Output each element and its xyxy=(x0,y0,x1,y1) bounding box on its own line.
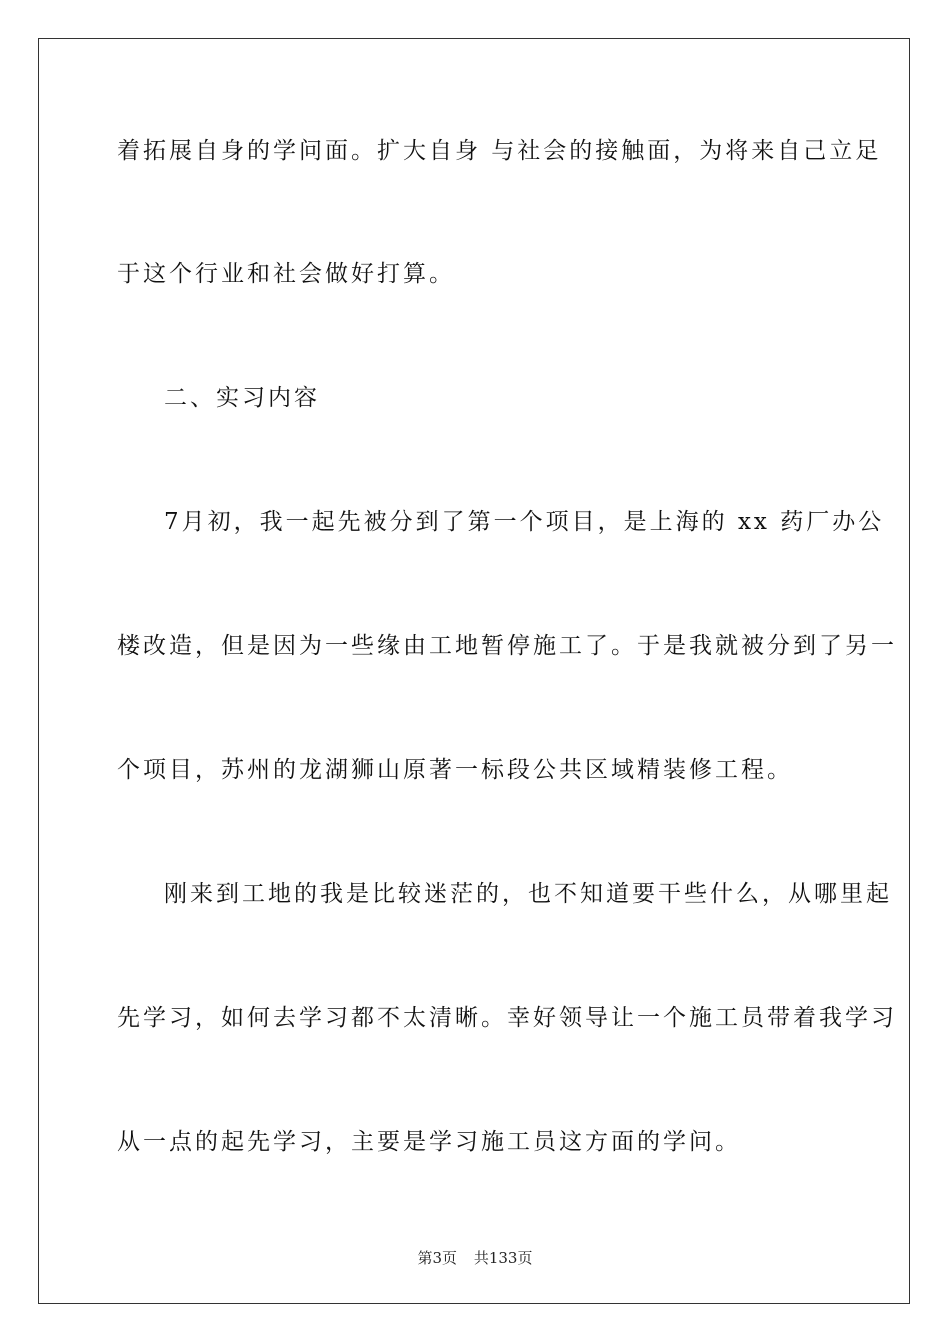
section-heading: 二、实习内容 xyxy=(164,385,320,411)
text-line: 楼改造，但是因为一些缘由工地暂停施工了。于是我就被分到了另一 xyxy=(117,633,897,659)
page-total: 共133页 xyxy=(473,1249,533,1267)
page-number: 第3页 xyxy=(417,1249,458,1267)
page-frame xyxy=(38,38,910,1304)
text-line: 从一点的起先学习，主要是学习施工员这方面的学问。 xyxy=(117,1129,741,1155)
page-footer xyxy=(0,1248,950,1268)
text-line: 着拓展自身的学问面。扩大自身 与社会的接触面，为将来自己立足 xyxy=(117,138,882,164)
text-line: 先学习，如何去学习都不太清晰。幸好领导让一个施工员带着我学习 xyxy=(117,1005,897,1031)
text-line: 于这个行业和社会做好打算。 xyxy=(117,261,455,287)
text-line: 刚来到工地的我是比较迷茫的，也不知道要干些什么，从哪里起 xyxy=(164,881,892,907)
text-line: 个项目，苏州的龙湖狮山原著一标段公共区域精装修工程。 xyxy=(117,757,793,783)
text-line: 7月初，我一起先被分到了第一个项目，是上海的 xx 药厂办公 xyxy=(164,509,885,535)
